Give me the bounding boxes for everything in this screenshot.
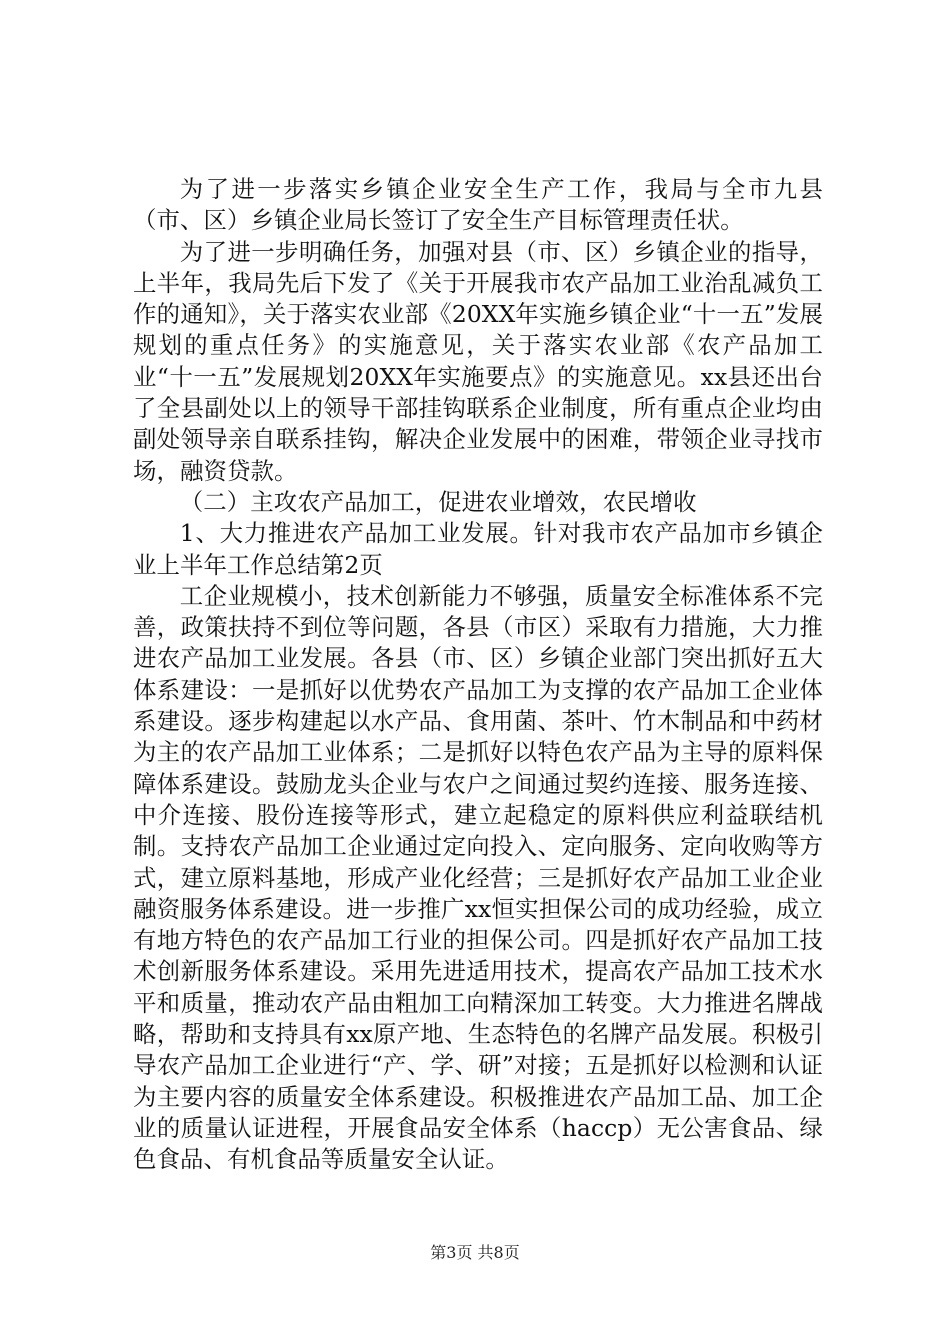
section-heading-agri-processing: （二）主攻农产品加工，促进农业增效，农民增收 [179, 487, 697, 516]
paragraph-five-systems: 工企业规模小，技术创新能力不够强，质量安全标准体系不完善，政策扶持不到位等问题，各县（市区）采取有力措施，大力推进农产品加工业发展。各县（市、区）乡镇企业部门突出抓好五大体系建设：一是抓好以优势农产品加工为支撑的农产品加工企业体系建设。逐步构建起以水产品、食用菌、茶叶、竹木制品和中药材为主的农产品加工业体系；二是抓好以特色农产品为主导的原料保障体系建设。鼓励龙头企业与农户之间通过契约连接、服务连接、中介连接、股份连接等形式，建立起稳定的原料供应利益联结机制。支持农产品加工企业通过定向投入、定向服务、定向收购等方式，建立原料基地，形成产业化经营；三是抓好农产品加工业企业融资服务体系建设。进一步推广xx恒实担保公司的成功经验，成立有地方特色的农产品加工行业的担保公司。四是抓好农产品加工技术创新服务体系建设。采用先进适用技术，提高农产品加工技术水平和质量，推动农产品由粗加工向精深加工转变。大力推进名牌战略，帮助和支持具有xx原产地、生态特色的名牌产品发展。积极引导农产品加工企业进行“产、学、研”对接；五是抓好以检测和认证为主要内容的质量安全体系建设。积极推进农产品加工品、加工企业的质量认证进程，开展食品安全体系（haccp）无公害食品、绿色食品、有机食品等质量安全认证。 [133, 581, 823, 1174]
paragraph-task-guidance: 为了进一步明确任务，加强对县（市、区）乡镇企业的指导，上半年，我局先后下发了《关于开展我市农产品加工业治乱减负工作的通知》，关于落实农业部《20XX年实施乡镇企业“十一五”发展规划的重点任务》的实施意见，关于落实农业部《农产品加工业“十一五”发展规划20XX年实施要点》的实施意见。xx县还出台了全县副处以上的领导干部挂钩联系企业制度，所有重点企业均由副处领导亲自联系挂钩，解决企业发展中的困难，带领企业寻找市场，融资贷款。 [133, 237, 823, 485]
paragraph-safety-responsibility: 为了进一步落实乡镇企业安全生产工作，我局与全市九县（市、区）乡镇企业局长签订了安全生产目标管理责任状。 [133, 175, 823, 235]
document-body [133, 174, 823, 1176]
page-footer: 第3页 共8页 [430, 1243, 520, 1262]
paragraph-item-one-intro: 1、大力推进农产品加工业发展。针对我市农产品加市乡镇企业上半年工作总结第2页 [133, 519, 823, 579]
